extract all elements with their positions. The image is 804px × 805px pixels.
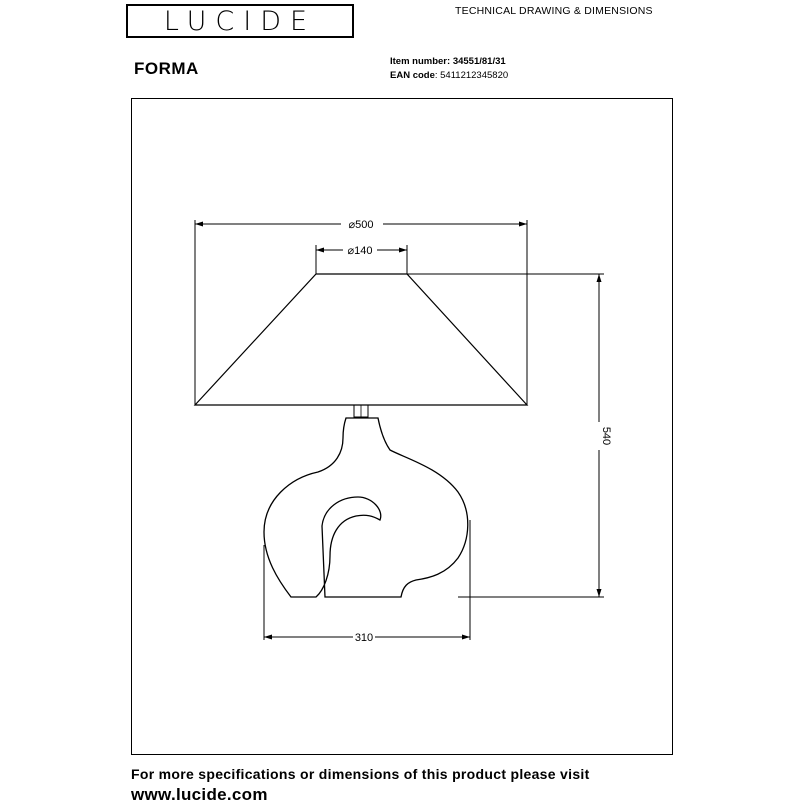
brand-logo-text: LUCIDE [163,6,317,37]
footer-info-text: For more specifications or dimensions of this product please visit [131,766,590,782]
footer-website-link[interactable]: www.lucide.com [131,785,268,804]
lamp-body [264,418,468,597]
label-height: 540 [600,426,612,446]
item-number-label: Item number: [390,56,451,67]
lamp-shade [195,274,527,405]
label-shade-diameter: ⌀500 [348,219,374,231]
arrow-top-left [316,248,324,253]
ean-code-value: : 5411212345820 [434,70,509,81]
arrow-top-right [399,248,407,253]
arrow-base-left [264,635,272,640]
arrow-shade-right [519,222,527,227]
label-base-width: 310 [354,632,374,644]
arrow-base-right [462,635,470,640]
product-name: FORMA [134,59,199,78]
item-number-value: 34551/81/31 [452,56,506,67]
ean-code-label: EAN code [390,70,435,81]
arrow-height-bottom [597,589,602,597]
arrow-height-top [597,274,602,282]
document-title: TECHNICAL DRAWING & DIMENSIONS [455,5,653,17]
label-top-diameter: ⌀140 [347,245,373,257]
arrow-shade-left [195,222,203,227]
